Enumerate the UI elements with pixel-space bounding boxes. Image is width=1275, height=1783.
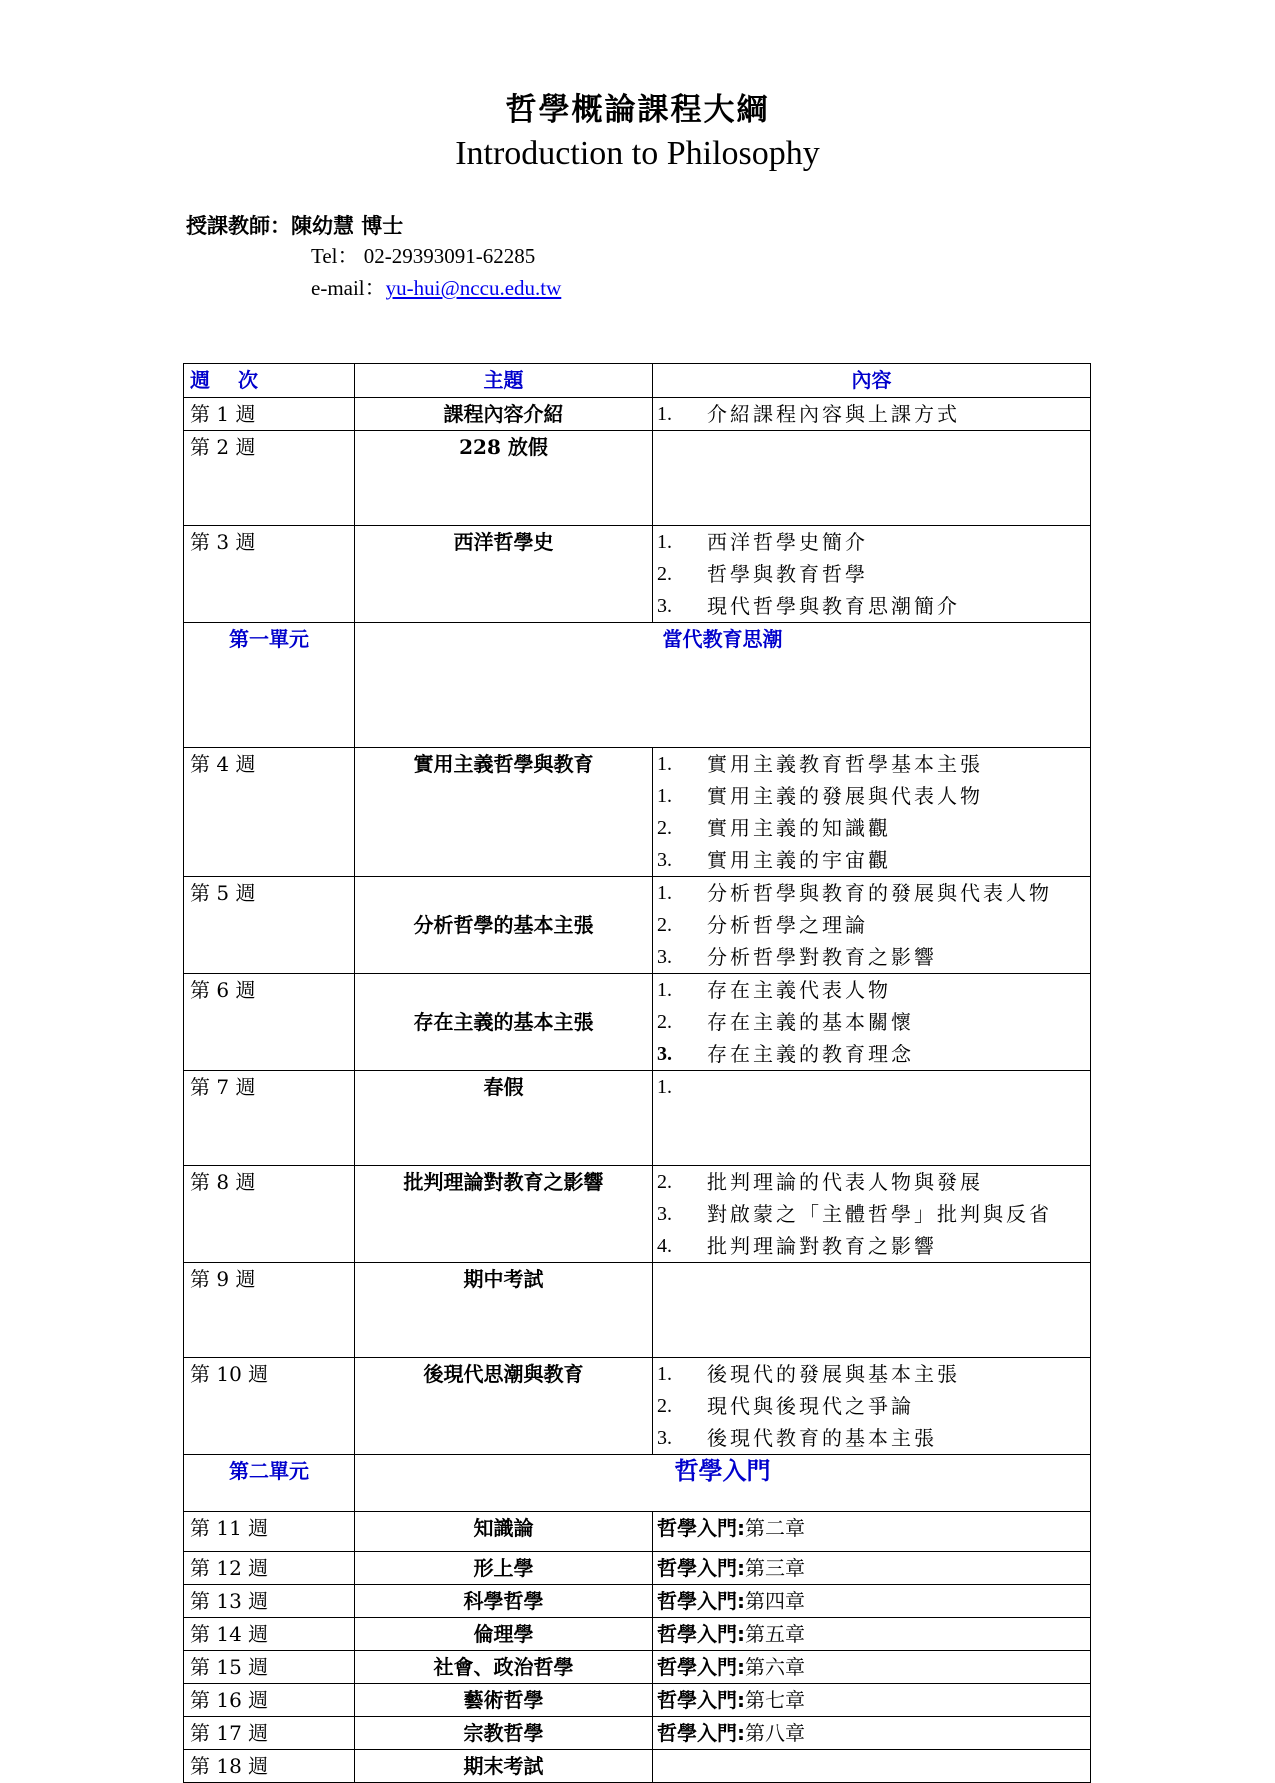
table-row — [184, 1263, 1091, 1358]
item-text: 現代哲學與教育思潮簡介 — [707, 594, 960, 618]
table-row — [184, 1618, 1091, 1651]
week-cell: 第 2 週 — [184, 431, 355, 526]
unit-row — [184, 623, 1091, 748]
textbook-name: 哲學入門: — [657, 1655, 745, 1679]
item-number: 1. — [657, 979, 672, 1001]
textbook-name: 哲學入門: — [657, 1688, 745, 1712]
item-text: 西洋哲學史簡介 — [707, 530, 868, 554]
week-cell: 第 12 週 — [184, 1552, 355, 1585]
content-cell — [653, 1166, 1091, 1263]
item-number: 1. — [657, 1363, 672, 1385]
chapter-label: 第六章 — [745, 1655, 805, 1679]
unit-label: 第一單元 — [184, 623, 355, 748]
content-cell — [653, 526, 1091, 623]
table-row — [184, 1651, 1091, 1684]
topic-cell: 期末考試 — [355, 1750, 653, 1783]
content-item — [657, 748, 1090, 780]
content-item — [657, 844, 1090, 876]
topic-cell: 課程內容介紹 — [355, 398, 653, 431]
content-cell — [653, 748, 1091, 877]
item-number: 2. — [657, 1171, 672, 1193]
item-number: 2. — [657, 563, 672, 585]
content-cell — [653, 1552, 1091, 1585]
item-text: 對啟蒙之「主體哲學」批判與反省 — [707, 1202, 1052, 1226]
table-row — [184, 1585, 1091, 1618]
content-cell — [653, 1358, 1091, 1455]
item-text: 分析哲學之理論 — [707, 913, 868, 937]
week-cell: 第 17 週 — [184, 1717, 355, 1750]
item-text: 實用主義的知識觀 — [707, 816, 891, 840]
content-cell — [653, 431, 1091, 526]
content-item — [657, 780, 1090, 812]
table-row — [184, 748, 1091, 877]
content-cell — [653, 877, 1091, 974]
content-item — [657, 909, 1090, 941]
item-number: 3. — [657, 1203, 672, 1225]
content-item — [657, 1198, 1090, 1230]
content-item — [657, 1071, 1090, 1103]
table-row — [184, 1552, 1091, 1585]
week-cell: 第 18 週 — [184, 1750, 355, 1783]
textbook-name: 哲學入門: — [657, 1516, 745, 1540]
content-item — [657, 1006, 1090, 1038]
content-item — [657, 1358, 1090, 1390]
table-row — [184, 526, 1091, 623]
phone-line: Tel： 02-29393091-62285 — [311, 244, 536, 268]
email-label: e-mail： — [311, 276, 386, 300]
topic-cell: 藝術哲學 — [355, 1684, 653, 1717]
week-cell: 第 8 週 — [184, 1166, 355, 1263]
email-line — [311, 272, 561, 302]
week-cell: 第 6 週 — [184, 974, 355, 1071]
table-row — [184, 1166, 1091, 1263]
content-cell — [653, 1585, 1091, 1618]
item-text: 哲學與教育哲學 — [707, 562, 868, 586]
week-cell: 第 14 週 — [184, 1618, 355, 1651]
unit-title: 當代教育思潮 — [355, 623, 1091, 748]
page-title: 哲學概論課程大綱 — [505, 92, 770, 128]
instructor-line: 授課教師：陳幼慧 博士 — [186, 213, 404, 238]
item-number: 3. — [657, 849, 672, 871]
content-cell — [653, 1512, 1091, 1552]
week-cell: 第 15 週 — [184, 1651, 355, 1684]
table-row — [184, 1684, 1091, 1717]
topic-cell: 春假 — [355, 1071, 653, 1166]
content-item — [657, 1166, 1090, 1198]
item-number: 3. — [657, 1427, 672, 1449]
content-item — [657, 1422, 1090, 1454]
item-text: 現代與後現代之爭論 — [707, 1394, 914, 1418]
content-item — [657, 398, 1090, 430]
item-number: 4. — [657, 1235, 672, 1257]
item-number: 2. — [657, 1395, 672, 1417]
chapter-label: 第二章 — [745, 1516, 805, 1540]
week-cell: 第 16 週 — [184, 1684, 355, 1717]
item-text: 實用主義的宇宙觀 — [707, 848, 891, 872]
chapter-label: 第四章 — [745, 1589, 805, 1613]
item-number: 1. — [657, 882, 672, 904]
textbook-name: 哲學入門: — [657, 1721, 745, 1745]
header-topic: 主題 — [355, 364, 653, 398]
week-cell: 第 10 週 — [184, 1358, 355, 1455]
header-content: 內容 — [653, 364, 1091, 398]
table-row — [184, 398, 1091, 431]
topic-cell: 科學哲學 — [355, 1585, 653, 1618]
topic-cell: 後現代思潮與教育 — [355, 1358, 653, 1455]
week-cell: 第 4 週 — [184, 748, 355, 877]
table-row — [184, 1358, 1091, 1455]
content-item — [657, 558, 1090, 590]
item-text: 後現代的發展與基本主張 — [707, 1362, 960, 1386]
chapter-label: 第八章 — [745, 1721, 805, 1745]
topic-cell: 社會、政治哲學 — [355, 1651, 653, 1684]
week-cell: 第 9 週 — [184, 1263, 355, 1358]
chapter-label: 第三章 — [745, 1556, 805, 1580]
item-text: 存在主義的基本關懷 — [707, 1010, 914, 1034]
email-link[interactable]: yu-hui@nccu.edu.tw — [385, 276, 562, 300]
table-row — [184, 431, 1091, 526]
item-number: 1. — [657, 753, 672, 775]
header-week: 週 次 — [184, 364, 355, 398]
topic-cell: 實用主義哲學與教育 — [355, 748, 653, 877]
item-number: 2. — [657, 1011, 672, 1033]
content-cell — [653, 1717, 1091, 1750]
item-text: 存在主義的教育理念 — [707, 1042, 914, 1066]
topic-cell: 228 放假 — [355, 431, 653, 526]
topic-cell: 批判理論對教育之影響 — [355, 1166, 653, 1263]
textbook-name: 哲學入門: — [657, 1556, 745, 1580]
item-number: 3. — [657, 1043, 672, 1065]
table-row — [184, 1512, 1091, 1552]
item-text: 分析哲學與教育的發展與代表人物 — [707, 881, 1052, 905]
week-cell: 第 1 週 — [184, 398, 355, 431]
content-cell — [653, 1684, 1091, 1717]
item-number: 2. — [657, 817, 672, 839]
unit-label: 第二單元 — [184, 1455, 355, 1512]
item-text: 分析哲學對教育之影響 — [707, 945, 937, 969]
item-text: 批判理論對教育之影響 — [707, 1234, 937, 1258]
content-cell — [653, 1618, 1091, 1651]
item-number: 1. — [657, 403, 672, 425]
content-item — [657, 590, 1090, 622]
table-row — [184, 974, 1091, 1071]
topic-cell: 分析哲學的基本主張 — [355, 877, 653, 974]
content-item — [657, 941, 1090, 973]
topic-cell: 存在主義的基本主張 — [355, 974, 653, 1071]
table-row — [184, 1071, 1091, 1166]
content-item — [657, 974, 1090, 1006]
topic-cell: 期中考試 — [355, 1263, 653, 1358]
chapter-label: 第七章 — [745, 1688, 805, 1712]
content-item — [657, 1390, 1090, 1422]
week-cell: 第 5 週 — [184, 877, 355, 974]
topic-cell: 西洋哲學史 — [355, 526, 653, 623]
content-cell — [653, 1651, 1091, 1684]
item-text: 存在主義代表人物 — [707, 978, 891, 1002]
content-item — [657, 812, 1090, 844]
week-cell: 第 7 週 — [184, 1071, 355, 1166]
table-header-row — [184, 364, 1091, 398]
content-cell — [653, 1071, 1091, 1166]
content-cell — [653, 974, 1091, 1071]
table-row — [184, 1717, 1091, 1750]
week-cell: 第 3 週 — [184, 526, 355, 623]
item-text: 後現代教育的基本主張 — [707, 1426, 937, 1450]
table-row — [184, 1750, 1091, 1783]
unit-title: 哲學入門 — [355, 1455, 1091, 1512]
topic-cell: 倫理學 — [355, 1618, 653, 1651]
item-text: 介紹課程內容與上課方式 — [707, 402, 960, 426]
item-number: 1. — [657, 1076, 672, 1098]
textbook-name: 哲學入門: — [657, 1589, 745, 1613]
item-text: 實用主義教育哲學基本主張 — [707, 752, 983, 776]
topic-cell: 知識論 — [355, 1512, 653, 1552]
week-cell: 第 11 週 — [184, 1512, 355, 1552]
table-row — [184, 877, 1091, 974]
content-cell — [653, 398, 1091, 431]
item-number: 1. — [657, 785, 672, 807]
content-item — [657, 1038, 1090, 1070]
item-text: 批判理論的代表人物與發展 — [707, 1170, 983, 1194]
item-number: 3. — [657, 946, 672, 968]
content-item — [657, 1230, 1090, 1262]
item-number: 2. — [657, 914, 672, 936]
week-cell: 第 13 週 — [184, 1585, 355, 1618]
content-item — [657, 877, 1090, 909]
item-text: 實用主義的發展與代表人物 — [707, 784, 983, 808]
item-number: 1. — [657, 531, 672, 553]
unit-row — [184, 1455, 1091, 1512]
content-cell — [653, 1750, 1091, 1783]
item-number: 3. — [657, 595, 672, 617]
syllabus-table — [183, 363, 1091, 1783]
chapter-label: 第五章 — [745, 1622, 805, 1646]
content-cell — [653, 1263, 1091, 1358]
page-subtitle: Introduction to Philosophy — [455, 135, 820, 172]
textbook-name: 哲學入門: — [657, 1622, 745, 1646]
topic-cell: 形上學 — [355, 1552, 653, 1585]
topic-cell: 宗教哲學 — [355, 1717, 653, 1750]
content-item — [657, 526, 1090, 558]
